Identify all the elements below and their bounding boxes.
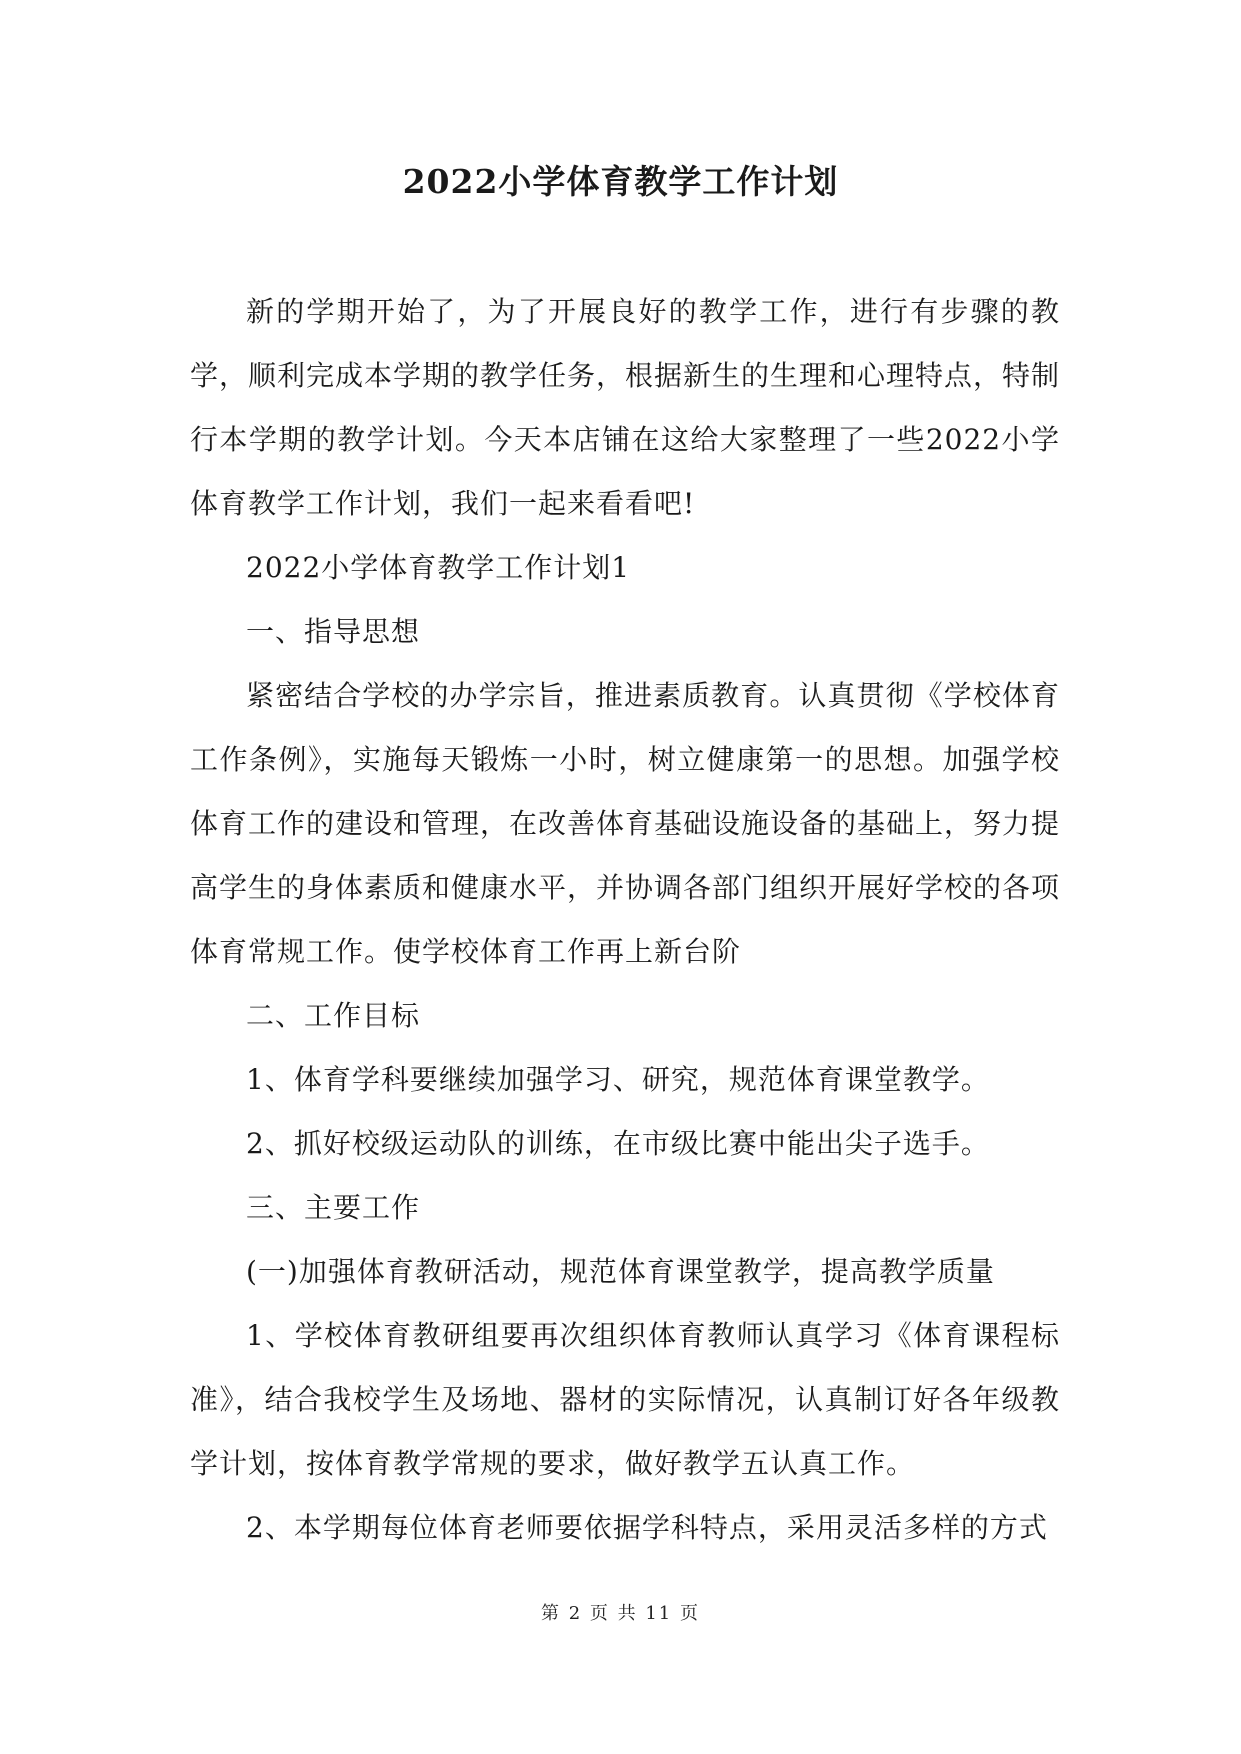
work-item-1: 1、学校体育教研组要再次组织体育教师认真学习《体育课程标准》，结合我校学生及场地、器材的实际情况，认真制订好各年级教学计划，按体育教学常规的要求，做好教学五认真工作。 [190,1319,1060,1480]
page-title: 2022小学体育教学工作计划 [402,162,839,201]
section-heading-guiding-idea: 一、指导思想 [246,615,421,648]
work-item-2: 2、本学期每位体育老师要依据学科特点，采用灵活多样的方式 [246,1511,1048,1544]
plan-heading: 2022小学体育教学工作计划1 [246,551,631,584]
goal-item-2: 2、抓好校级运动队的训练，在市级比赛中能出尖子选手。 [246,1127,990,1160]
page-footer: 第 2 页 共 11 页 [541,1603,700,1624]
intro-paragraph: 新的学期开始了，为了开展良好的教学工作，进行有步骤的教学，顺利完成本学期的教学任务，根据新生的生理和心理特点，特制行本学期的教学计划。今天本店铺在这给大家整理了一些2022小学体育教学工作计划，我们一起来看看吧! [190,295,1061,520]
subsection-heading-1: (一)加强体育教研活动，规范体育课堂教学，提高教学质量 [246,1255,995,1288]
section-heading-work-goals: 二、工作目标 [246,999,421,1032]
document-body [190,280,1060,1560]
goal-item-1: 1、体育学科要继续加强学习、研究，规范体育课堂教学。 [246,1063,990,1096]
guiding-idea-paragraph: 紧密结合学校的办学宗旨，推进素质教育。认真贯彻《学校体育工作条例》，实施每天锻炼一小时，树立健康第一的思想。加强学校体育工作的建设和管理，在改善体育基础设施设备的基础上，努力提高学生的身体素质和健康水平，并协调各部门组织开展好学校的各项体育常规工作。使学校体育工作再上新台阶 [190,679,1061,968]
section-heading-main-work: 三、主要工作 [246,1191,421,1224]
